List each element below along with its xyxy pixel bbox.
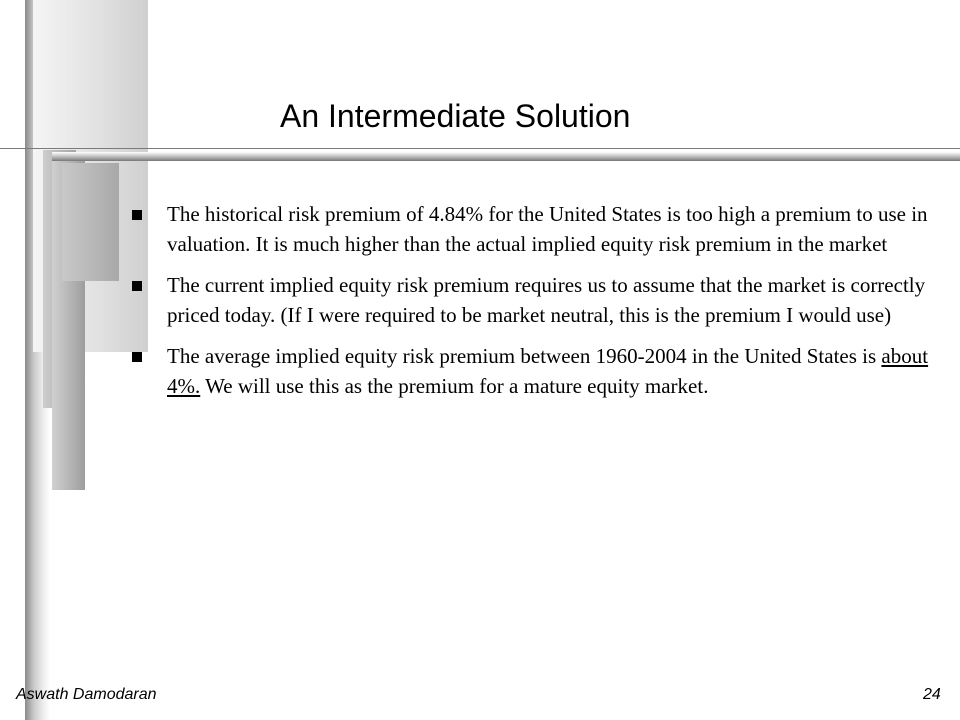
bullet-item	[130, 199, 930, 259]
title-divider-thin	[0, 148, 960, 149]
bullet-text-before: The average implied equity risk premium between 1960-2004 in the United States is	[167, 344, 882, 368]
bullet-text: The current implied equity risk premium requires us to assume that the market is correctly priced today. (If I were required to be market neutral, this is the premium I would use)	[167, 273, 926, 327]
bullet-item	[130, 270, 930, 330]
bullet-text-after: We will use this as the premium for a mature equity market.	[200, 374, 709, 398]
bullet-list	[130, 199, 930, 412]
bullet-item	[130, 341, 930, 401]
bullet-text-underlined: about 4%.	[167, 344, 929, 398]
square-bullet-icon	[132, 281, 142, 291]
decorative-gray-bar	[62, 163, 119, 281]
footer-author: Aswath Damodaran	[16, 686, 157, 703]
bullet-text: The historical risk premium of 4.84% for the United States is too high a premium to use in valuation. It is much higher than the actual implied equity risk premium in the market	[167, 202, 928, 256]
page-number: 24	[923, 686, 941, 703]
title-divider-thick	[52, 152, 960, 161]
slide-title: An Intermediate Solution	[280, 98, 631, 134]
square-bullet-icon	[132, 210, 142, 220]
square-bullet-icon	[132, 352, 142, 362]
